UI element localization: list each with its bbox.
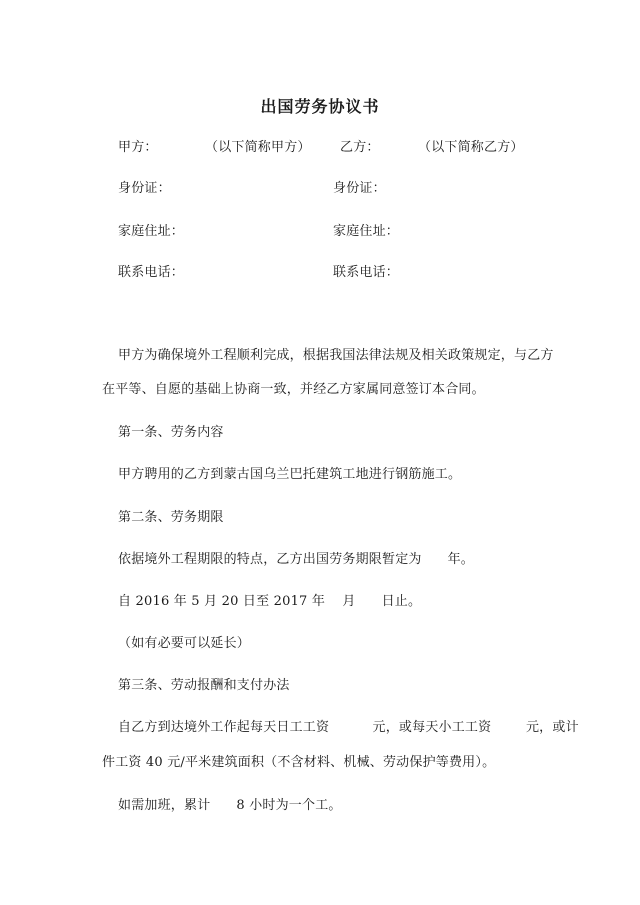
party-a-note: （以下简称甲方）: [205, 140, 311, 155]
article3-heading: 第三条、劳动报酬和支付办法: [118, 678, 290, 693]
id-b-label: 身份证：: [333, 181, 386, 196]
phone-b-label: 联系电话：: [333, 265, 400, 280]
article2-text: 依据境外工程期限的特点，乙方出国劳务期限暂定为 年。: [118, 552, 474, 567]
article1-text: 甲方聘用的乙方到蒙古国乌兰巴托建筑工地进行钢筋施工。: [118, 467, 462, 482]
party-b-label: 乙方：: [340, 140, 380, 155]
address-a-label: 家庭住址：: [118, 224, 185, 239]
intro-line-1: 甲方为确保境外工程顺利完成，根据我国法律法规及相关政策规定，与乙方: [118, 348, 554, 363]
phone-a-label: 联系电话：: [118, 265, 185, 280]
party-a-label: 甲方：: [118, 140, 158, 155]
party-b-note: （以下简称乙方）: [418, 140, 524, 155]
address-b-label: 家庭住址：: [333, 224, 400, 239]
document-title: 出国劳务协议书: [260, 97, 380, 116]
article1-heading: 第一条、劳务内容: [118, 425, 224, 440]
article2-dates: 自 2016 年 5 月 20 日至 2017 年 月 日止。: [118, 594, 422, 609]
id-a-label: 身份证：: [118, 181, 171, 196]
article2-note: （如有必要可以延长）: [118, 636, 251, 651]
intro-line-2: 在平等、自愿的基础上协商一致，并经乙方家属同意签订本合同。: [102, 382, 485, 397]
article3-overtime: 如需加班，累计 8 小时为一个工。: [118, 798, 342, 813]
article3-line-1: 自乙方到达境外工作起每天日工工资 元，或每天小工工资 元，或计: [118, 720, 579, 735]
article2-heading: 第二条、劳务期限: [118, 510, 224, 525]
article3-line-2: 件工资 40 元/平米建筑面积（不含材料、机械、劳动保护等费用）。: [102, 755, 496, 770]
